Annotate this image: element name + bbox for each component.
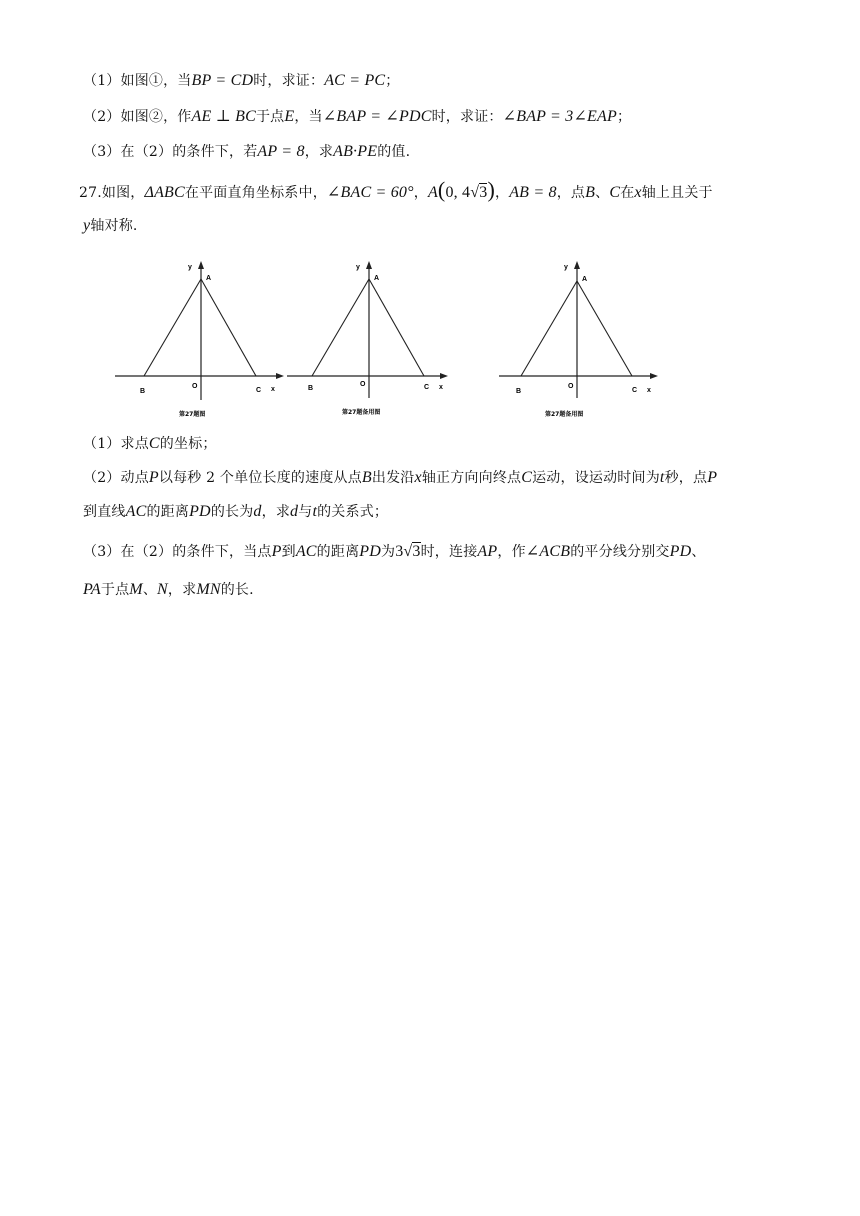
- math-expr: B: [361, 469, 372, 486]
- coordinate-diagram: [285, 255, 455, 420]
- side-ab: [144, 279, 201, 376]
- text: ，求: [167, 582, 197, 598]
- a-label: A: [582, 276, 588, 283]
- c-label: C: [632, 387, 638, 394]
- math-expr: P: [707, 469, 718, 486]
- y-axis-arrow: [198, 261, 204, 269]
- a-label: A: [374, 275, 380, 282]
- question-26-part-3: [83, 141, 800, 163]
- text: 于点: [100, 582, 130, 598]
- question-27-part-3: [83, 541, 800, 563]
- math-expr: PD: [669, 543, 692, 560]
- side-ac: [201, 279, 256, 376]
- question-26-part-2: [83, 106, 800, 128]
- text: 的坐标；: [159, 436, 217, 452]
- question-27-part-2-cont: [83, 501, 800, 523]
- math-expr: ∠ACB: [525, 543, 571, 560]
- figure-caption: 第27题备用图: [342, 409, 381, 416]
- paren-close: ): [487, 177, 495, 202]
- figure-1: [115, 255, 285, 420]
- c-label: C: [424, 384, 430, 391]
- text: 的值.: [377, 144, 411, 160]
- math-expr: A: [427, 184, 438, 201]
- x-axis-arrow: [650, 373, 658, 379]
- math-expr: AB·PE: [333, 143, 378, 160]
- text: ，: [413, 185, 428, 201]
- question-27-stem: [79, 179, 800, 204]
- math-expr: AC = PC: [324, 72, 386, 89]
- math-expr: AP: [477, 543, 498, 560]
- coordinate-diagram: [115, 255, 285, 420]
- text: ，当: [294, 109, 323, 125]
- math-expr: AE ⊥ BC: [191, 108, 256, 125]
- math-expr: x: [414, 469, 422, 486]
- math-expr: P: [271, 543, 282, 560]
- math-expr: AP = 8: [257, 143, 305, 160]
- sqrt-sign: √: [403, 543, 413, 560]
- x-axis-arrow: [440, 373, 448, 379]
- text: （3）在（2）的条件下，若: [83, 144, 258, 160]
- text: 如图，: [101, 185, 145, 201]
- math-expr: ∠BAP = 3∠EAP: [502, 108, 617, 125]
- text: 时，求证：: [253, 73, 325, 89]
- y-label: y: [188, 264, 192, 271]
- math-expr: N: [157, 581, 168, 598]
- text: 的长为: [210, 504, 254, 520]
- text: ，点: [556, 185, 586, 201]
- question-27-stem-cont: [83, 215, 800, 237]
- o-label: O: [568, 383, 574, 390]
- math-expr: E: [284, 108, 295, 125]
- figure-2: [285, 255, 455, 420]
- figure-3: [495, 255, 665, 420]
- math-expr: d: [253, 503, 262, 520]
- text: 轴上且关于: [641, 185, 713, 201]
- question-27-part-1: [83, 433, 800, 455]
- math-expr: AC: [125, 503, 147, 520]
- text: 于点: [255, 109, 285, 125]
- math-expr: C: [521, 469, 533, 486]
- math-expr: PD: [189, 503, 211, 520]
- text: 时，求证：: [431, 109, 503, 125]
- x-label: x: [439, 384, 443, 391]
- x-label: x: [271, 386, 275, 393]
- y-label: y: [356, 264, 360, 271]
- text: （2）动点: [83, 470, 149, 486]
- math-expr: d: [290, 503, 299, 520]
- text: 在: [620, 185, 635, 201]
- question-number: 27.: [79, 185, 102, 201]
- math-expr: PA: [83, 581, 101, 598]
- text: 到: [281, 544, 296, 560]
- math-expr: 3: [395, 543, 404, 560]
- paren-open: (: [437, 177, 446, 202]
- side-ab: [521, 281, 577, 376]
- text: 轴正方向向终点: [421, 470, 522, 486]
- math-expr: M: [129, 581, 143, 598]
- text: 到直线: [83, 504, 126, 520]
- text: ；: [385, 73, 400, 89]
- text: （3）在（2）的条件下，当点: [83, 544, 272, 560]
- math-expr: PD: [359, 543, 382, 560]
- text: ；: [616, 109, 632, 125]
- text: 出发沿: [371, 470, 415, 486]
- math-expr: BP = CD: [191, 72, 254, 89]
- text: ，求: [261, 504, 291, 520]
- text: 的平分线分别交: [570, 544, 670, 560]
- text: 的距离: [146, 504, 190, 520]
- text: （1）如图①，当: [83, 73, 192, 89]
- question-26-part-1: [83, 70, 800, 92]
- text: 、: [691, 544, 706, 560]
- text: ，: [494, 185, 510, 201]
- text: 的距离: [316, 544, 360, 560]
- figure-caption: 第27题备用图: [545, 411, 584, 418]
- o-label: O: [360, 381, 366, 388]
- c-label: C: [256, 387, 262, 394]
- text: 为: [381, 544, 396, 560]
- math-expr: P: [148, 469, 159, 486]
- y-label: y: [564, 264, 568, 271]
- text: 秒，点: [664, 470, 708, 486]
- text: 的长.: [220, 582, 254, 598]
- math-expr: x: [634, 184, 642, 201]
- x-axis-arrow: [276, 373, 284, 379]
- b-label: B: [516, 388, 522, 395]
- side-ac: [577, 281, 632, 376]
- math-expr: y: [83, 217, 91, 234]
- math-expr: ΔABC: [144, 184, 185, 201]
- math-expr: 3: [479, 184, 488, 201]
- text: 、: [595, 185, 610, 201]
- math-expr: t: [659, 469, 665, 486]
- text: 的关系式；: [317, 504, 389, 520]
- text: 、: [142, 582, 158, 598]
- text: ，求: [304, 144, 334, 160]
- math-expr: ∠BAC = 60°: [326, 184, 414, 201]
- math-expr: t: [312, 503, 318, 520]
- text: （1）求点: [83, 436, 149, 452]
- b-label: B: [308, 385, 314, 392]
- math-expr: ∠BAP = ∠PDC: [322, 108, 432, 125]
- text: 在平面直角坐标系中，: [184, 185, 327, 201]
- text: 与: [298, 504, 313, 520]
- question-27-part-2: [83, 467, 800, 489]
- text: （2）如图②，作: [83, 109, 192, 125]
- math-expr: C: [609, 184, 621, 201]
- a-label: A: [206, 275, 212, 282]
- text: 以每秒 2 个单位长度的速度从点: [158, 470, 362, 486]
- math-expr: 0, 4: [445, 184, 471, 201]
- x-label: x: [647, 387, 651, 394]
- y-axis-arrow: [574, 261, 580, 269]
- math-expr: C: [148, 435, 160, 452]
- math-expr: B: [585, 184, 596, 201]
- o-label: O: [192, 383, 198, 390]
- math-expr: MN: [196, 581, 221, 598]
- text: 运动，设运动时间为: [532, 470, 660, 486]
- text: ，作: [497, 544, 526, 560]
- text: 时，连接: [420, 544, 478, 560]
- text: 轴对称.: [90, 218, 138, 234]
- math-expr: AC: [295, 543, 317, 560]
- side-ac: [369, 279, 424, 376]
- y-axis-arrow: [366, 261, 372, 269]
- coordinate-diagram: [495, 255, 665, 420]
- side-ab: [312, 279, 369, 376]
- math-expr: 3: [412, 543, 421, 560]
- figure-caption: 第27题图: [179, 411, 206, 418]
- math-expr: AB = 8: [509, 184, 557, 201]
- sqrt-sign: √: [470, 184, 480, 201]
- question-27-part-3-cont: [83, 579, 800, 601]
- b-label: B: [140, 388, 146, 395]
